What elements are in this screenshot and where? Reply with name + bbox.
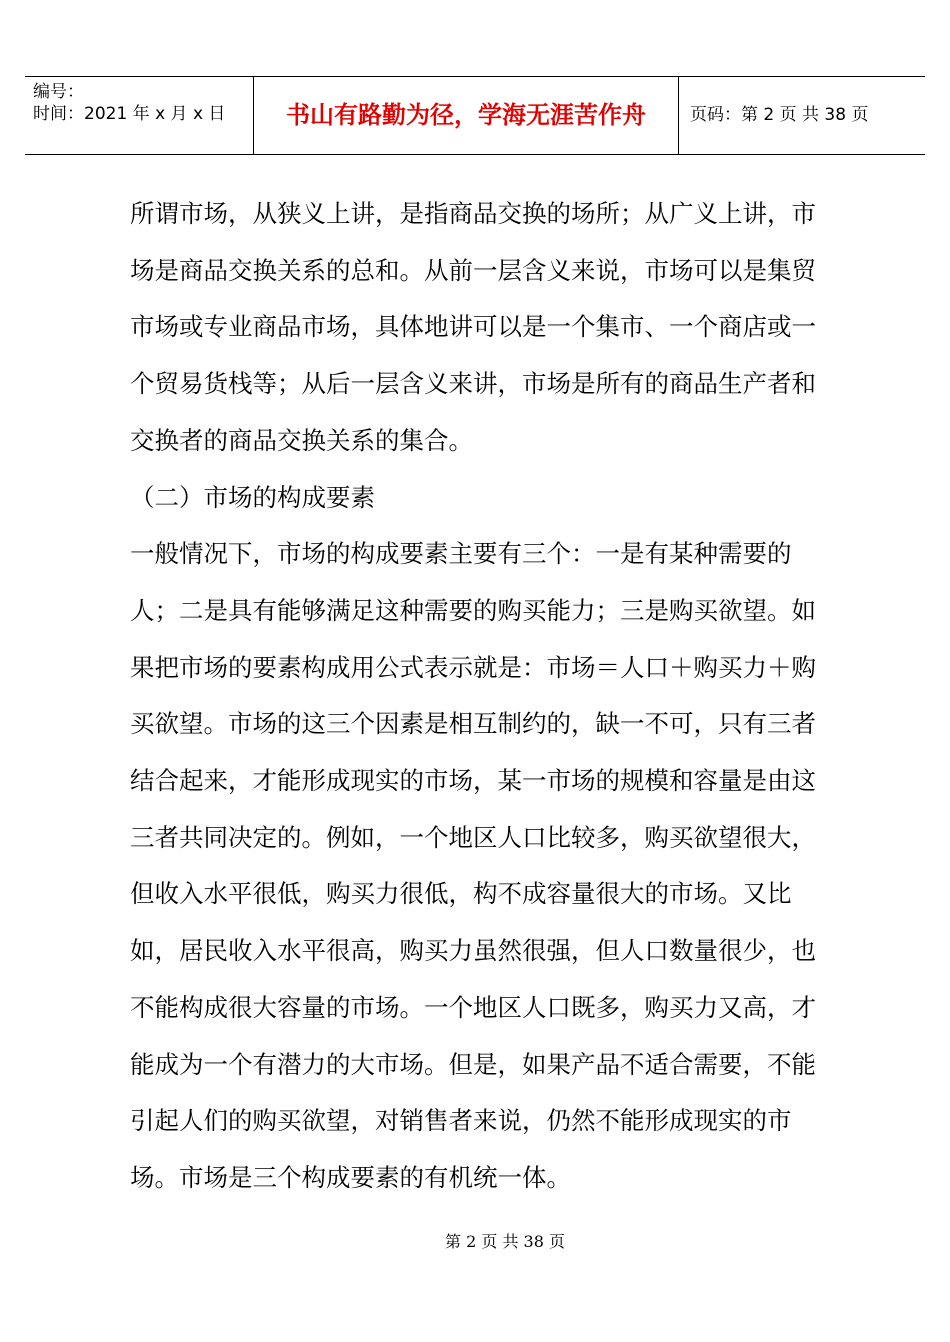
paragraph-market-definition: 所谓市场，从狭义上讲，是指商品交换的场所；从广义上讲，市场是商品交换关系的总和。从前一层含义来说，市场可以是集贸市场或专业商品市场，具体地讲可以是一个集市、一个商店或一个贸易货栈等；从后一层含义来讲，市场是所有的商品生产者和交换者的商品交换关系的集合。 bbox=[130, 199, 816, 455]
page-footer: 第 2 页 共 38 页 bbox=[445, 1232, 565, 1251]
document-number-label: 编号： bbox=[33, 82, 84, 102]
page-header bbox=[25, 76, 925, 155]
document-body bbox=[130, 186, 822, 1207]
header-motto: 书山有路勤为径，学海无涯苦作舟 bbox=[254, 77, 679, 154]
header-page-info: 页码：第 2 页 共 38 页 bbox=[690, 105, 869, 125]
section-heading: （二）市场的构成要素 bbox=[130, 482, 375, 512]
header-meta bbox=[25, 77, 254, 154]
paragraph-market-elements: 一般情况下，市场的构成要素主要有三个：一是有某种需要的人；二是具有能够满足这种需要的购买能力；三是购买欲望。如果把市场的要素构成用公式表示就是：市场＝人口＋购买力＋购买欲望。市场的这三个因素是相互制约的，缺一不可，只有三者结合起来，才能形成现实的市场，某一市场的规模和容量是由这三者共同决定的。例如，一个地区人口比较多，购买欲望很大，但收入水平很低，购买力很低，构不成容量很大的市场。又比如，居民收入水平很高，购买力虽然很强，但人口数量很少，也不能构成很大容量的市场。一个地区人口既多，购买力又高，才能成为一个有潜力的大市场。但是，如果产品不适合需要，不能引起人们的购买欲望，对销售者来说，仍然不能形成现实的市场。市场是三个构成要素的有机统一体。 bbox=[130, 539, 816, 1192]
document-time-label: 时间：2021 年 x 月 x 日 bbox=[33, 104, 226, 124]
